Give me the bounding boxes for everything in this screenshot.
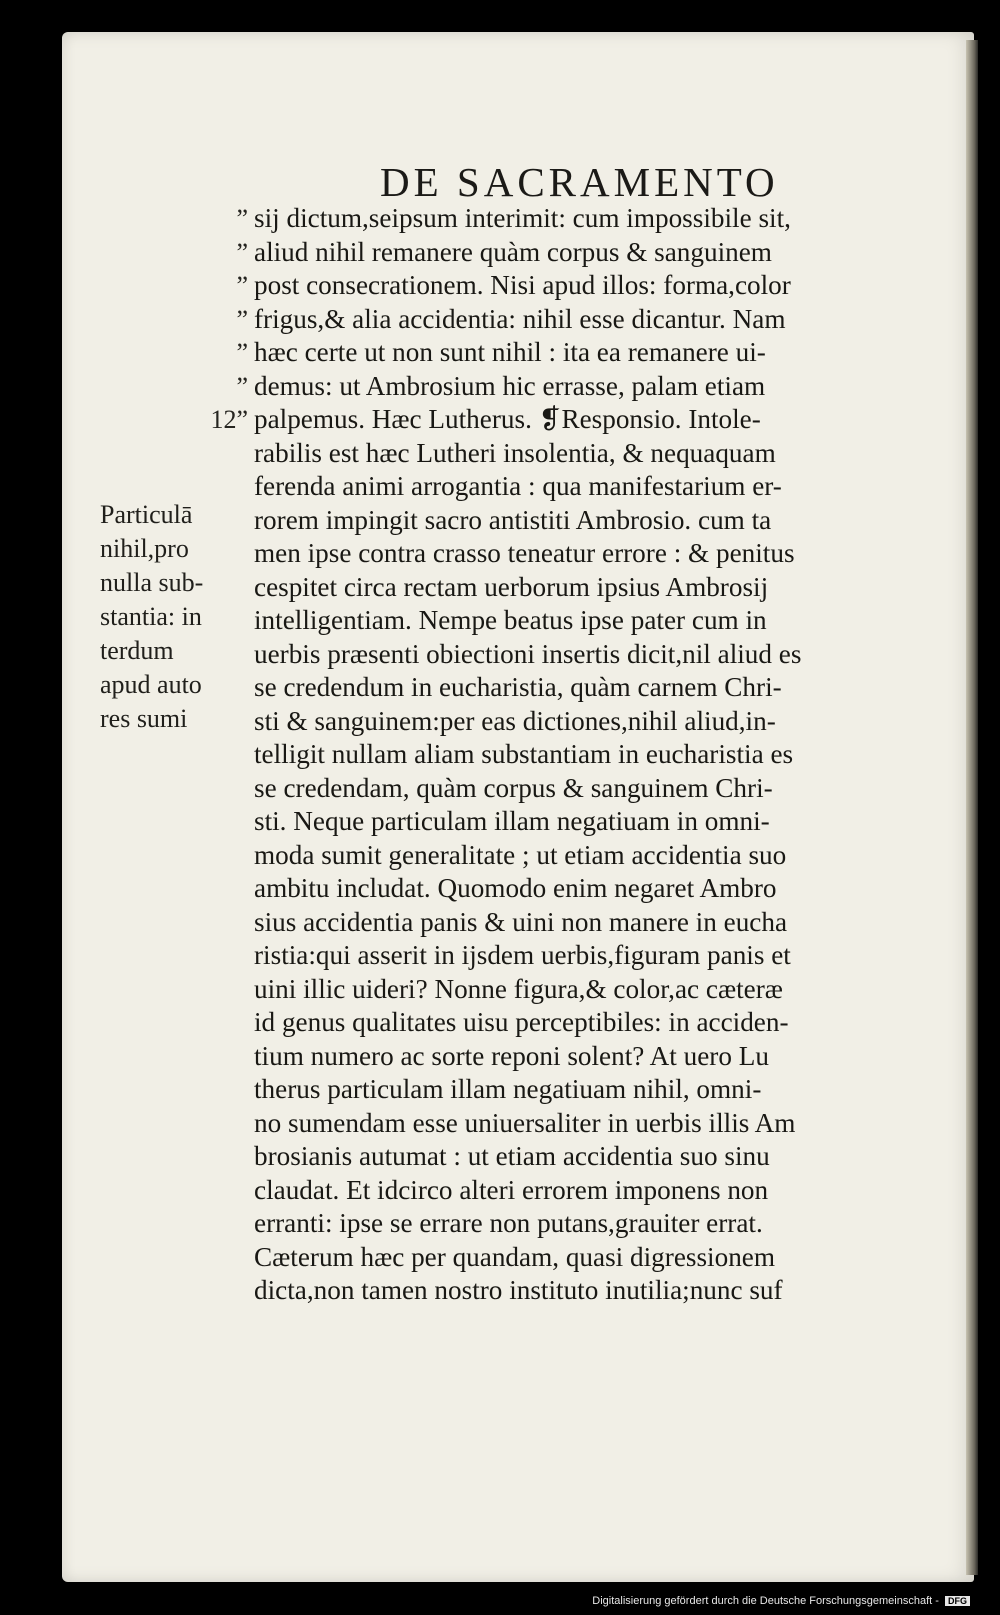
text-line: cespitet circa rectam uerborum ipsius Ambrosij — [254, 571, 769, 602]
margin-note — [100, 498, 250, 736]
text-line: sius accidentia panis & uini non manere in eucha — [254, 906, 788, 937]
text-line: se credendum in eucharistia, quàm carnem Chri- — [254, 672, 782, 702]
text-line: tium numero ac sorte reponi solent? At uero Lu — [254, 1040, 769, 1071]
quote-mark: ” — [236, 371, 248, 401]
text-line: therus particulam illam negatiuam nihil, omni- — [254, 1074, 762, 1104]
text-line: intelligentiam. Nempe beatus ipse pater cum in — [254, 605, 767, 635]
margin-note-line: res sumi — [100, 704, 188, 733]
text-line: rorem impingit sacro antistiti Ambrosio. cum ta — [254, 504, 772, 535]
text-line: se credendam, quàm corpus & sanguinem Chri- — [254, 772, 773, 803]
dfg-logo: DFG — [945, 1596, 970, 1606]
margin-note-line: terdum — [100, 636, 174, 665]
page-edge — [966, 40, 978, 1575]
quote-mark: ” — [236, 237, 248, 267]
text-line: sti. Neque particulam illam negatiuam in omni- — [254, 806, 770, 836]
margin-note-line: stantia: in — [100, 602, 202, 631]
text-line: moda sumit generalitate ; ut etiam accidentia suo — [254, 839, 787, 870]
text-line: sti & sanguinem:per eas dictiones,nihil aliud,in- — [254, 705, 776, 736]
quote-mark-numbered: 12” — [210, 405, 248, 434]
text-line: Cæterum hæc per quandam, quasi digressionem — [254, 1241, 775, 1272]
text-line: hæc certe ut non sunt nihil : ita ea remanere ui- — [254, 337, 766, 367]
quote-mark: ” — [236, 304, 248, 334]
text-line: ferenda animi arrogantia : qua manifestarium er- — [254, 471, 782, 501]
text-line: palpemus. Hæc Lutherus. ❡Responsio. Intole- — [254, 404, 761, 434]
text-line: demus: ut Ambrosium hic errasse, palam etiam — [254, 370, 766, 401]
margin-note-line: Particulā — [100, 500, 193, 529]
text-line: claudat. Et idcirco alteri errorem imponens non — [254, 1174, 769, 1205]
running-title: DE SACRAMENTO — [380, 159, 779, 205]
text-line: ambitu includat. Quomodo enim negaret Ambro — [254, 873, 777, 903]
margin-note-line: apud auto — [100, 670, 202, 699]
text-line: ristia:qui asserit in ijsdem uerbis,figuram panis et — [254, 940, 791, 970]
text-line: dicta,non tamen nostro instituto inutilia;nunc suf — [254, 1275, 783, 1305]
text-line: erranti: ipse se errare non putans,grauiter errat. — [254, 1208, 763, 1238]
digitization-credit — [592, 1595, 970, 1607]
body-text — [254, 202, 934, 1308]
text-line: brosianis autumat : ut etiam accidentia suo sinu — [254, 1141, 770, 1171]
text-line: id genus qualitates uisu perceptibiles: in acciden- — [254, 1007, 789, 1037]
text-line: sij dictum,seipsum interimit: cum impossibile sit, — [254, 203, 791, 233]
text-line: telligit nullam aliam substantiam in eucharistia es — [254, 739, 794, 769]
credit-text: Digitalisierung gefördert durch die Deutsche Forschungsgemeinschaft - — [592, 1595, 939, 1607]
text-line: aliud nihil remanere quàm corpus & sanguinem — [254, 236, 772, 267]
quote-mark: ” — [236, 204, 248, 233]
quotation-marks-column — [170, 202, 248, 437]
text-line: men ipse contra crasso teneatur errore : & penitus — [254, 538, 795, 568]
text-line: post consecrationem. Nisi apud illos: forma,color — [254, 270, 791, 300]
text-line: frigus,& alia accidentia: nihil esse dicantur. Nam — [254, 303, 786, 334]
text-line: uini illic uideri? Nonne figura,& color,ac cæteræ — [254, 973, 783, 1004]
text-line: uerbis præsenti obiectioni insertis dicit,nil aliud es — [254, 638, 802, 669]
margin-note-line: nihil,pro — [100, 534, 189, 563]
text-line: rabilis est hæc Lutheri insolentia, & nequaquam — [254, 437, 776, 468]
quote-mark: ” — [236, 338, 248, 367]
text-line: no sumendam esse uniuersaliter in uerbis illis Am — [254, 1107, 796, 1138]
margin-note-line: nulla sub- — [100, 568, 204, 597]
quote-mark: ” — [236, 271, 248, 300]
